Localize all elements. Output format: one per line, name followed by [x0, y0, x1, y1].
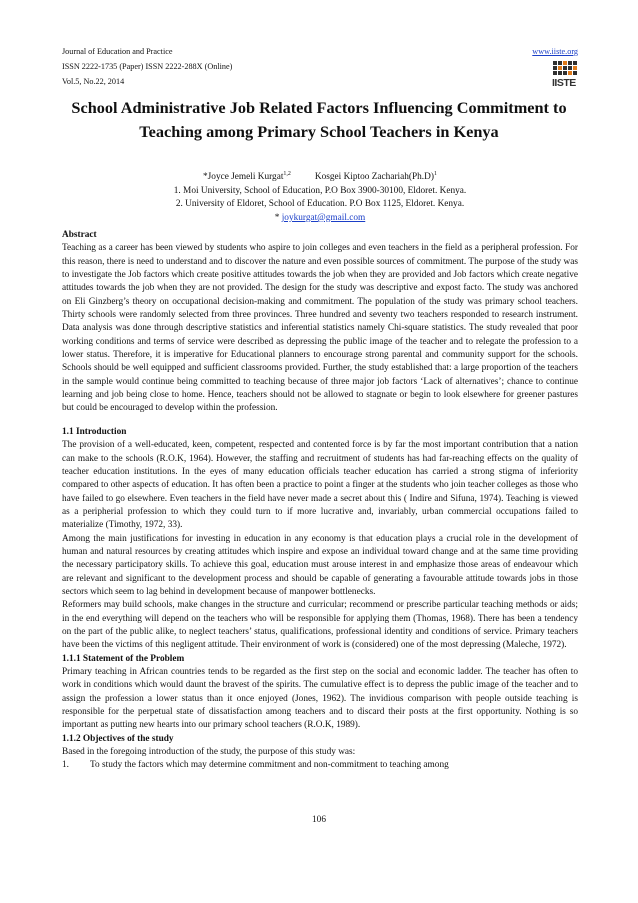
- author-block: [62, 168, 578, 225]
- objective-text: To study the factors which may determine commitment and non-commitment to teaching among: [90, 760, 449, 771]
- intro-paragraph-3: Reformers may build schools, make changes in the structure and curricular; recommend or prescribe particular teaching methods or aids; in the end everything will depend on the teachers who will be responsible for applying them (Thomas, 1968). There has been a tendency on the part of the public alike, to neglect teachers’ status, qualifications, professional identity and conditions of service. Primary teachers have been the victims of this negligent attitude. Their environment of work is (considered) one of the most depressing (Maleche, 1972).: [62, 600, 578, 651]
- abstract-text: Teaching as a career has been viewed by students who aspire to join colleges and even teachers in the field as a peripheral profession. For this reason, there is need to understand and to discover the nature and even possible sources of commitment. The purpose of the study was to investigate the Job factors which create positive attitudes towards the job when they are provided and Job factors which create negative attitudes towards the job when they are not provided. The design for the study was descriptive and expost facto. The study was anchored on Eli Ginzberg’s theory on occupational decision-making and commitment. The population of the study was primary school teachers. Thirty schools were randomly selected from three provinces. Three hundred and seventy two teachers responded to research instrument. Data analysis was done through descriptive statistics and inferential statistics namely Chi-square statistics. The study revealed that poor working conditions and terms of service were described as depressing the public image of the teacher and to relegate the profession to a lower status. Therefore, it is imperative for Educational planners to encourage strong parental and community support for the schools. Schools should be well equipped and sufficient classrooms provided. Further, the study established that: a large proportion of the teachers in the sample would continue being committed to teaching because of three major job factors ‘Lack of alternatives’; chance to continue learning and job being close to home. Hence, teachers should not be allowed to stagnate or begin to look elsewhere for greener pastures but could be encouraged to develop within the profession.: [62, 243, 578, 414]
- author-2: Kosgei Kiptoo Zachariah(Ph.D): [314, 172, 434, 183]
- intro-paragraph-1: The provision of a well-educated, keen, competent, respected and contented force is by far the most important contribution that a nation can make to the schools (R.O.K, 1964). However, the staffing and recruitment of students has had far-reaching effects on the quality of teacher education institutions. In the eyes of many education officials teacher education has carried a strong stigma of inferiority compared to other aspects of education. It has often been a practice to point a finger at the students who join teacher colleges as those who have failed to go elsewhere. Even teachers in the field have never made a secret about this ( Indire and Sifuna, 1974). Teaching is viewed as a peripherial profession to which they could turn to if more lucrative and, invariably, urban commercial occupations failed to materialize (Timothy, 1972, 33).: [62, 440, 578, 531]
- journal-name: Journal of Education and Practice: [62, 47, 173, 56]
- journal-header: [62, 44, 578, 100]
- objective-list-item: [62, 759, 578, 772]
- intro-heading: 1.1 Introduction: [62, 426, 127, 437]
- objectives-heading: 1.1.2 Objectives of the study: [62, 733, 174, 744]
- author-2-superscript: 1: [433, 171, 437, 177]
- author-1: *Joyce Jemeli Kurgat: [203, 172, 284, 183]
- issn-line: ISSN 2222-1735 (Paper) ISSN 2222-288X (Online): [62, 62, 233, 71]
- abstract-heading: Abstract: [62, 230, 97, 240]
- problem-paragraph: Primary teaching in African countries tends to be regarded as the first step on the social and economic ladder. The teacher has often to work in conditions which would daunt the bravest of the spirits. The cumulative effect is to depress the public image of the teacher and to assign the profession a lower status than it once enjoyed (Jones, 1962). The invidious comparison with people outside teaching is responsible for the perpetual state of dissatisfaction among teachers and to discard their posts at the first opportunity. Nothing is so important as putting new hearts into our primary school teachers (R.O.K, 1989).: [62, 667, 578, 731]
- logo-grid-icon: [553, 61, 578, 75]
- intro-paragraph-2: Among the main justifications for investing in education in any economy is that education plays a crucial role in the development of human and natural resources by creating attitudes which inspire and expose an individual toward change and at the same time providing the necessary participatory skills. To achieve this goal, education must arouse interest in and emphasize those areas of endeavour which are relevant and significant to the development process and should be capable of generating a favourable attitude towards jobs in those sectors which seem to lag behind in development because of manpower bottlenecks.: [62, 533, 578, 597]
- logo-text: IISTE: [552, 77, 576, 89]
- page-number: 106: [312, 815, 326, 825]
- paper-title: School Administrative Job Related Factors Influencing Commitment to Teaching among Primary School Teachers in Kenya: [71, 98, 567, 142]
- email-asterisk: *: [274, 212, 282, 223]
- problem-heading: 1.1.1 Statement of the Problem: [62, 653, 185, 664]
- affiliation-2: 2. University of Eldoret, School of Education. P.O Box 1125, Eldoret. Kenya.: [175, 199, 465, 210]
- paper-body: [62, 229, 578, 773]
- author-email-link[interactable]: joykurgat@gmail.com: [281, 212, 366, 223]
- author-1-superscript: 1,2: [283, 171, 291, 177]
- volume-line: Vol.5, No.22, 2014: [62, 77, 125, 86]
- objective-number: 1.: [62, 760, 69, 771]
- journal-url-link[interactable]: www.iiste.org: [532, 47, 578, 56]
- objectives-intro: Based in the foregoing introduction of the study, the purpose of this study was:: [62, 747, 356, 758]
- email-line: [62, 212, 578, 226]
- author-line: [62, 168, 578, 185]
- affiliation-1: 1. Moi University, School of Education, P.O Box 3900-30100, Eldoret. Kenya.: [173, 185, 467, 196]
- iiste-logo: [552, 61, 578, 97]
